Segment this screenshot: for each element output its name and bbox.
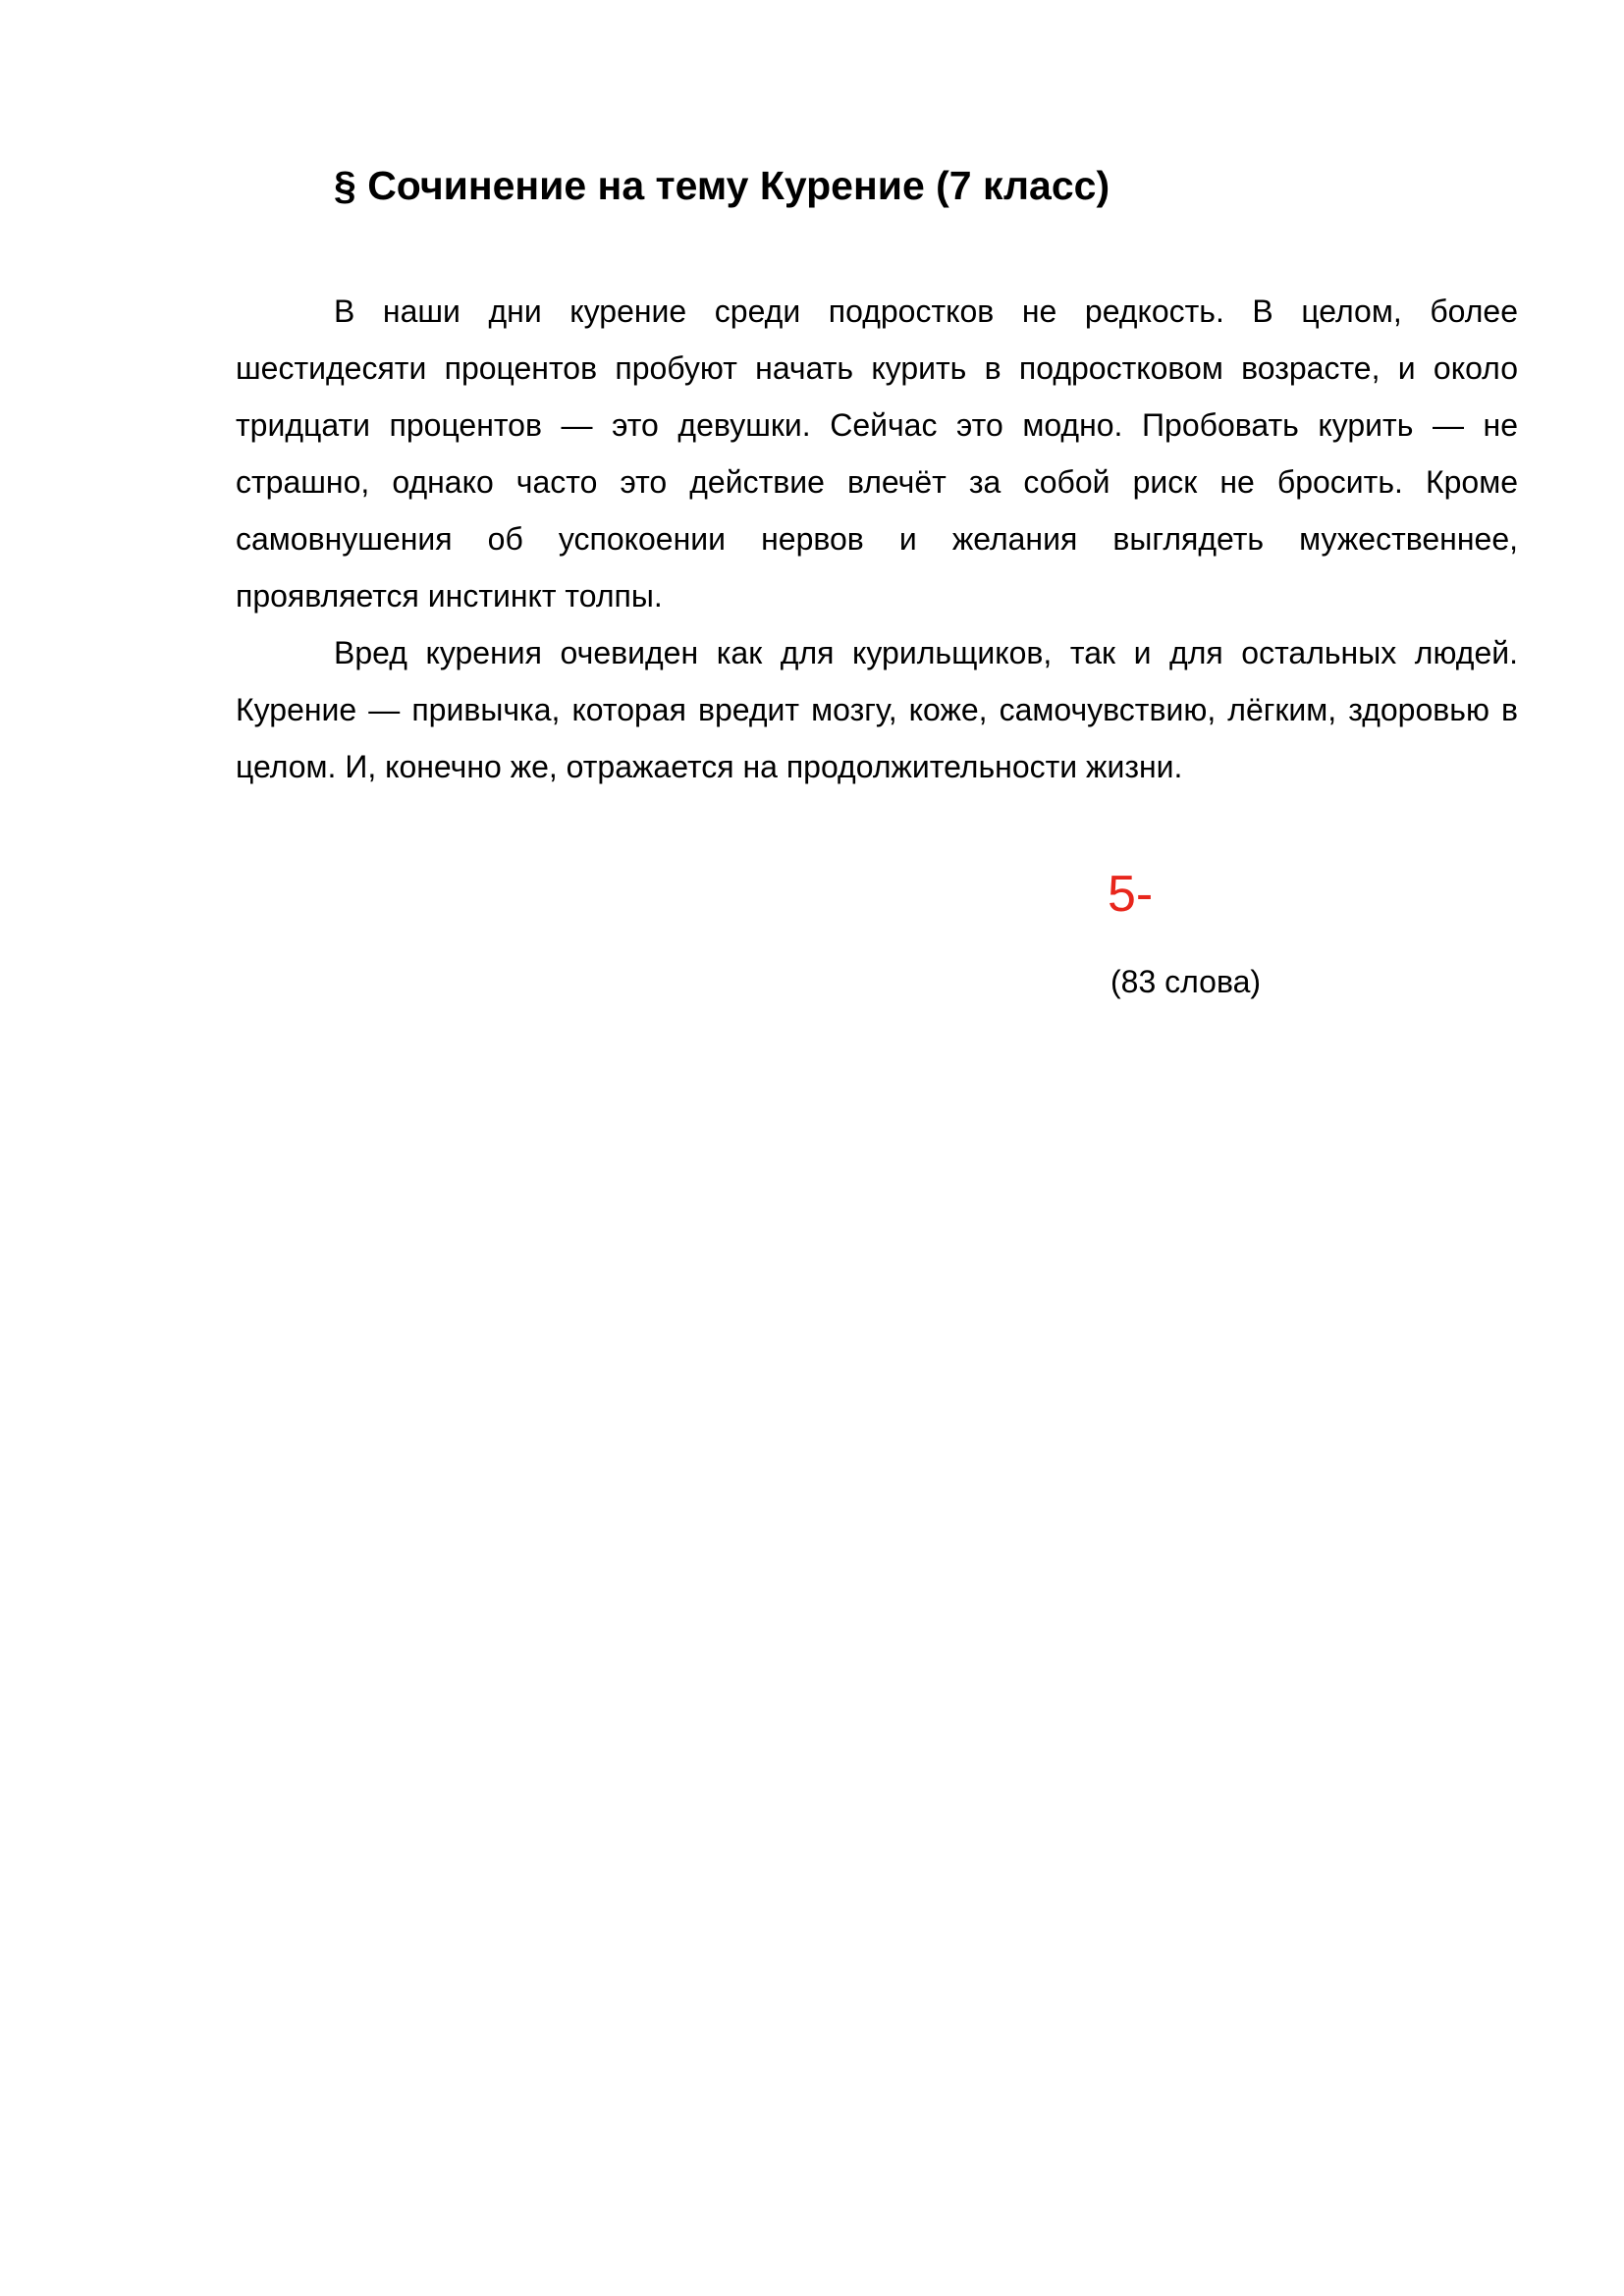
essay-paragraph-1: В наши дни курение среди подростков не редкость. В целом, более шестидесяти процентов пробуют начать курить в подростковом возрасте, и около тридцати процентов — это девушки. Сейчас это модно. Пробовать курить — не страшно, однако часто это действие влечёт за собой риск не бросить. Кроме самовнушения об успокоении нервов и желания выглядеть мужественнее, проявляется инстинкт толпы. [236,294,1518,614]
essay-title: § Сочинение на тему Курение (7 класс) [334,163,1110,208]
grade-mark: 5- [1108,866,1154,923]
essay-paragraph-2: Вред курения очевиден как для курильщиков, так и для остальных людей. Курение — привычка, которая вредит мозгу, коже, самочувствию, лёгким, здоровью в целом. И, конечно же, отражается на продолжительности жизни. [236,635,1518,784]
word-count: (83 слова) [1110,964,1262,999]
essay-body [236,283,1518,795]
